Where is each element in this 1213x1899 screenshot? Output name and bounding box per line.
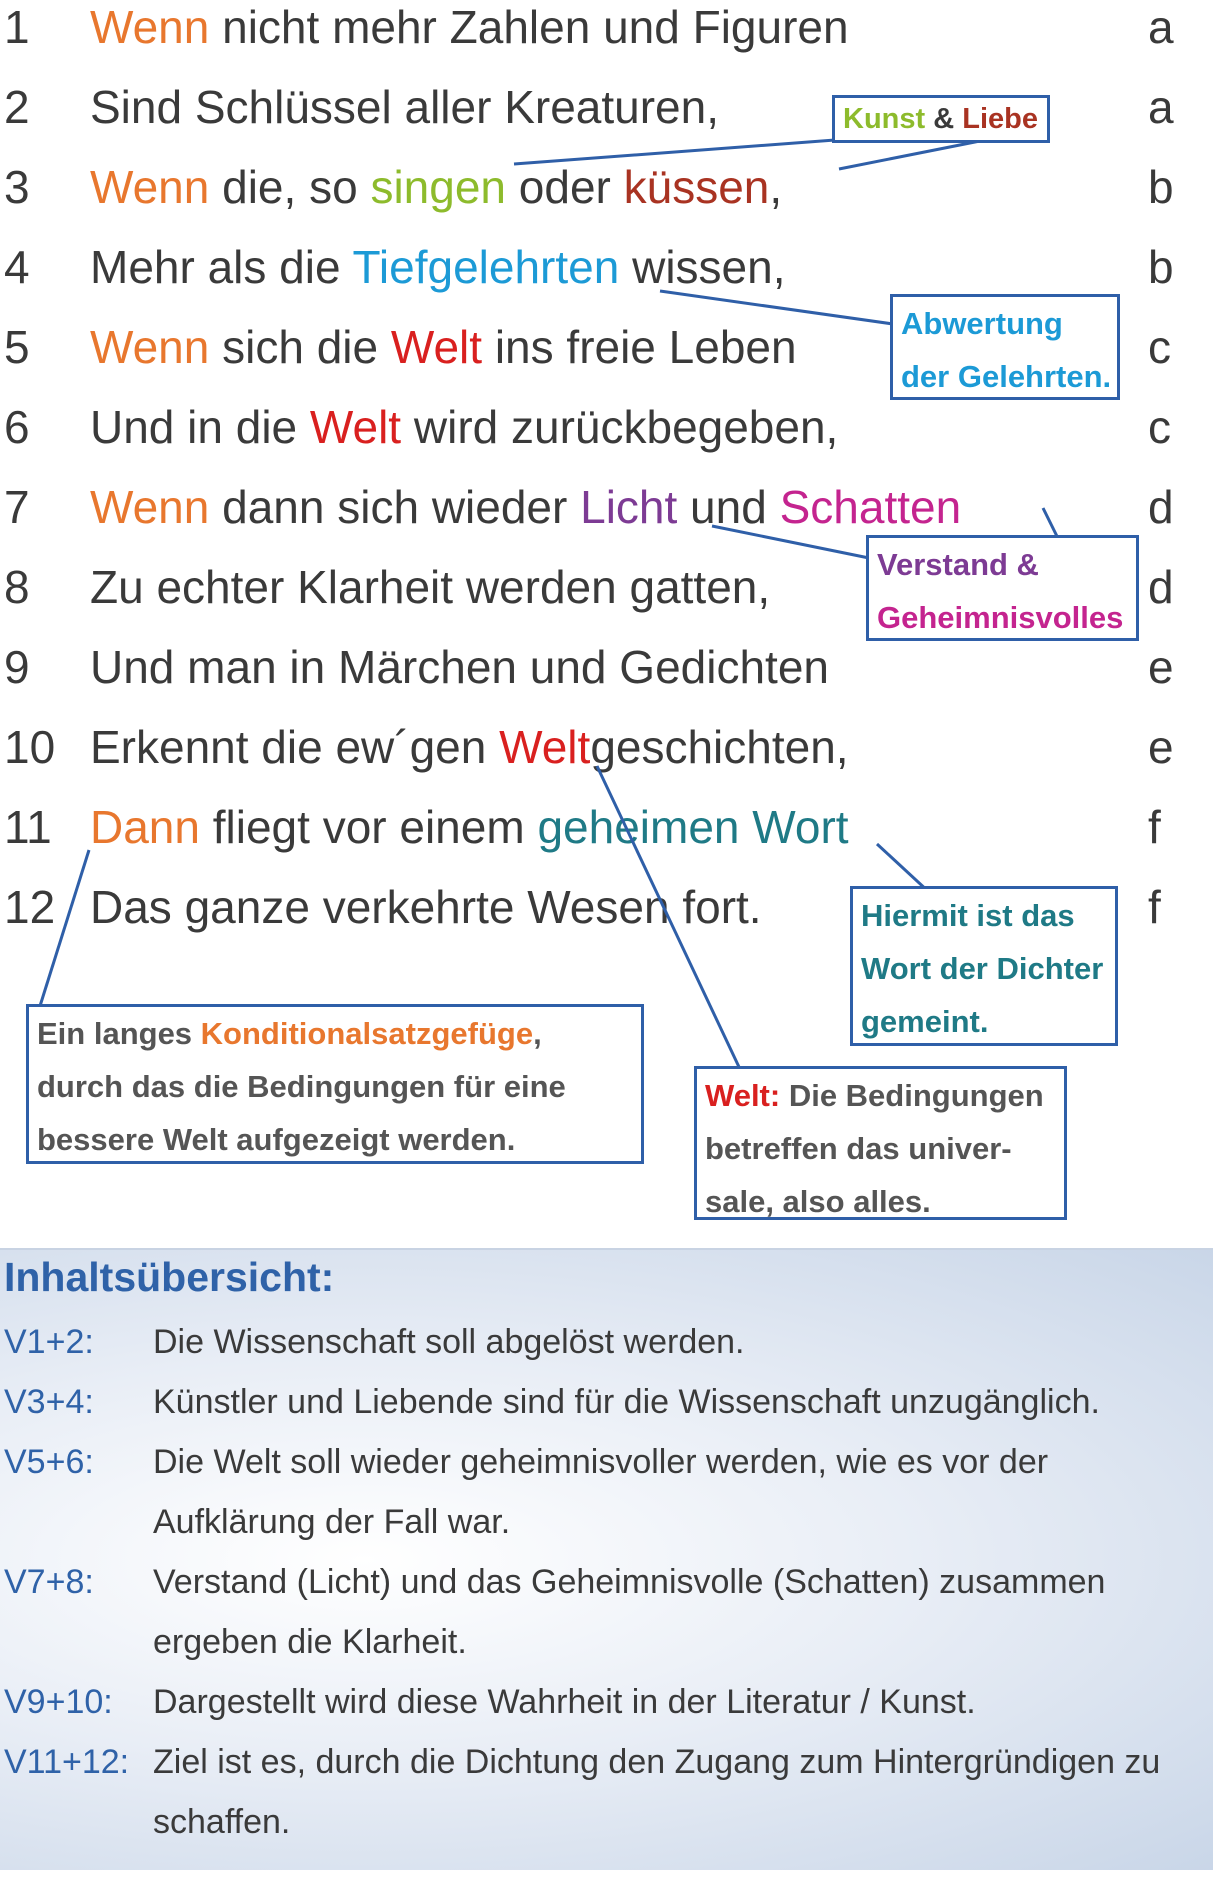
highlighted-word: Licht	[580, 481, 678, 533]
verse-segment: Sind Schlüssel aller Kreaturen,	[90, 81, 719, 133]
note-abwertung	[890, 294, 1120, 400]
note-konditional	[26, 1004, 644, 1164]
highlighted-word: Welt	[390, 321, 483, 373]
line-number: 10	[4, 721, 56, 773]
rhyme-letter: c	[1148, 321, 1171, 373]
line-number: 7	[4, 481, 30, 533]
note-welt-line2: betreffen das univer-	[705, 1131, 1012, 1166]
note-welt-line1: Die Bedingungen	[780, 1078, 1044, 1113]
highlighted-word: Tiefgelehrten	[352, 241, 620, 293]
verse-segment: geschichten,	[590, 721, 849, 773]
highlighted-word: Wenn	[90, 481, 210, 533]
verse-segment: nicht mehr Zahlen und Figuren	[209, 1, 849, 53]
highlighted-word: Wenn	[90, 321, 210, 373]
highlighted-word: singen	[370, 161, 506, 213]
highlighted-word: Dann	[90, 801, 200, 853]
highlighted-word: Wenn	[90, 1, 210, 53]
note-wort	[850, 886, 1118, 1046]
note-welt-label: Welt:	[705, 1078, 781, 1113]
rhyme-letter: a	[1148, 1, 1174, 53]
connector-tiefgelehrten	[660, 291, 893, 324]
line-number: 4	[4, 241, 30, 293]
connector-singen	[514, 140, 835, 164]
line-number: 6	[4, 401, 30, 453]
note-amp: &	[925, 103, 963, 135]
verse-segment: sich die	[209, 321, 391, 373]
note-konditional-term: Konditionalsatzgefüge	[200, 1016, 534, 1051]
note-wort-line2: Wort der Dichter	[861, 951, 1104, 986]
highlighted-word: geheimen Wort	[537, 801, 849, 853]
overview-summary: Künstler und Liebende sind für die Wissenschaft unzugänglich.	[153, 1383, 1100, 1421]
verse-segment: Mehr als die	[90, 241, 353, 293]
note-verstand-line1: Verstand &	[877, 547, 1039, 582]
verse-segment: dann sich wieder	[209, 481, 581, 533]
rhyme-letter: f	[1148, 801, 1161, 853]
highlighted-word: Welt	[499, 721, 591, 773]
verse-segment: wissen,	[619, 241, 786, 293]
overview-verse-key: V1+2:	[4, 1323, 94, 1361]
verse-segment: Und man in Märchen und Gedichten	[90, 641, 829, 693]
rhyme-letter: a	[1148, 81, 1174, 133]
rhyme-letter: f	[1148, 881, 1161, 933]
note-kunst: Kunst	[843, 103, 926, 135]
rhyme-letter: b	[1148, 161, 1174, 213]
rhyme-letter: b	[1148, 241, 1174, 293]
overview-verse-key: V9+10:	[4, 1683, 113, 1721]
verse-segment: Und in die	[90, 401, 310, 453]
highlighted-word: Wenn	[90, 161, 210, 213]
note-konditional-line3: bessere Welt aufgezeigt werden.	[37, 1122, 516, 1157]
overview-verse-key: V7+8:	[4, 1563, 94, 1601]
line-number: 2	[4, 81, 30, 133]
line-number: 5	[4, 321, 30, 373]
verse-segment: die, so	[209, 161, 371, 213]
line-number: 12	[4, 881, 56, 933]
rhyme-letter: c	[1148, 401, 1171, 453]
verse-segment: Das ganze verkehrte Wesen fort.	[90, 881, 762, 933]
rhyme-letter: e	[1148, 641, 1174, 693]
verse-segment: Erkennt die ew´gen	[90, 721, 500, 773]
verse-segment: wird zurückbegeben,	[401, 401, 839, 453]
line-number: 1	[4, 1, 30, 53]
overview-verse-key: V5+6:	[4, 1443, 94, 1481]
note-welt-line3: sale, also alles.	[705, 1184, 931, 1219]
overview-summary: Dargestellt wird diese Wahrheit in der Literatur / Kunst.	[153, 1683, 976, 1721]
verse-segment: ins freie Leben	[482, 321, 797, 373]
note-abwertung-line2: der Gelehrten.	[901, 359, 1112, 394]
highlighted-word: Schatten	[779, 481, 962, 533]
connector-dann	[40, 850, 89, 1006]
note-wort-line1: Hiermit ist das	[861, 898, 1075, 933]
overview-summary: Die Wissenschaft soll abgelöst werden.	[153, 1323, 745, 1361]
rhyme-letter: d	[1148, 561, 1174, 613]
content-overview	[0, 1248, 1213, 1870]
highlighted-word: Welt	[309, 401, 402, 453]
note-verstand-line2: Geheimnisvolles	[877, 600, 1124, 635]
overview-verse-key: V11+12:	[4, 1743, 130, 1781]
verse-segment: Zu echter Klarheit werden gatten,	[90, 561, 771, 613]
verse-segment: oder	[506, 161, 624, 213]
connector-licht	[712, 526, 869, 558]
line-number: 11	[4, 801, 52, 853]
note-konditional-c: ,	[533, 1016, 542, 1051]
line-number: 3	[4, 161, 30, 213]
line-number: 8	[4, 561, 30, 613]
note-wort-line3: gemeint.	[861, 1004, 989, 1039]
verse-segment: und	[677, 481, 780, 533]
overview-summary: Die Welt soll wieder geheimnisvoller werden, wie es vor der Aufklärung der Fall war.	[153, 1443, 1049, 1541]
overview-verse-key: V3+4:	[4, 1383, 94, 1421]
note-konditional-a: Ein langes	[37, 1016, 201, 1051]
line-number: 9	[4, 641, 30, 693]
verse-segment: fliegt vor einem	[199, 801, 538, 853]
rhyme-letter: e	[1148, 721, 1174, 773]
note-liebe: Liebe	[962, 103, 1038, 135]
highlighted-word: küssen	[623, 161, 770, 213]
overview-summary: Verstand (Licht) und das Geheimnisvolle (Schatten) zusammen ergeben die Klarheit.	[153, 1563, 1106, 1661]
note-konditional-line2: durch das die Bedingungen für eine	[37, 1069, 566, 1104]
connector-kuessen	[839, 140, 985, 169]
overview-summary: Ziel ist es, durch die Dichtung den Zugang zum Hintergründigen zu schaffen.	[153, 1743, 1161, 1841]
note-welt	[694, 1066, 1067, 1220]
verse-segment: ,	[769, 161, 783, 213]
note-kunst-liebe	[832, 95, 1050, 143]
rhyme-letter: d	[1148, 481, 1174, 533]
note-verstand	[866, 535, 1139, 641]
note-abwertung-line1: Abwertung	[901, 306, 1063, 341]
overview-title: Inhaltsübersicht:	[4, 1254, 335, 1300]
